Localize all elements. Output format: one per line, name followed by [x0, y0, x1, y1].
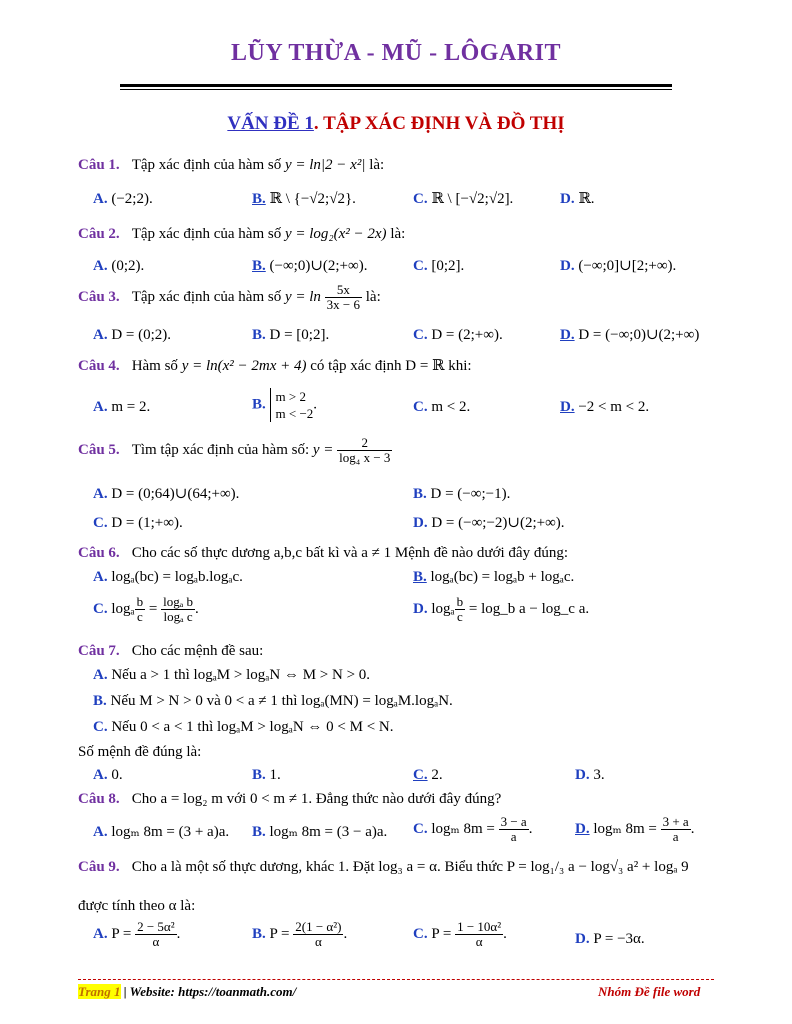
question-1: Câu 1. Tập xác định của hàm số y = ln|2 − x²| là:	[78, 157, 385, 173]
section-title: . TẬP XÁC ĐỊNH VÀ ĐỒ THỊ	[313, 113, 565, 134]
q1-option-b[interactable]: B. ℝ \ {−√2;√2}.	[252, 191, 356, 207]
q7-option-c[interactable]: C. 2.	[413, 767, 443, 783]
q5-option-d[interactable]: D. D = (−∞;−2)∪(2;+∞).	[413, 515, 565, 531]
q3-fraction: $\frac{5x}{3x - 6}$	[326, 282, 361, 312]
question-7: Câu 7. Cho các mệnh đề sau:	[78, 643, 264, 659]
q2-option-d[interactable]: D. (−∞;0]∪[2;+∞).	[560, 258, 677, 274]
q1-option-d[interactable]: D. ℝ.	[560, 191, 595, 207]
page-title: LŨY THỪA - MŨ - LÔGARIT	[231, 40, 561, 66]
q6-option-c[interactable]: C. logₐ $\frac{b}{c}$ = $\frac{\text{logₐ b}}{\text{logₐ c}}$ .	[93, 594, 199, 624]
title-rule-thick	[120, 84, 672, 87]
q8-option-c[interactable]: C. logₘ 8m = $\frac{3 - a}{a}$ .	[413, 814, 533, 844]
q7-option-b[interactable]: B. 1.	[252, 767, 281, 783]
q9-option-c[interactable]: C. P = $\frac{\text{1 − 10α²}}{\alpha}$ .	[413, 919, 507, 949]
q3-option-b[interactable]: B. D = [0;2].	[252, 327, 330, 343]
q2-option-b[interactable]: B. (−∞;0)∪(2;+∞).	[252, 258, 368, 274]
q5-option-a[interactable]: A. D = (0;64)∪(64;+∞).	[93, 486, 240, 502]
q7-prompt: Số mệnh đề đúng là:	[78, 744, 202, 760]
q2-option-c[interactable]: C. [0;2].	[413, 258, 465, 274]
q5-option-b[interactable]: B. D = (−∞;−1).	[413, 486, 511, 502]
question-8: Câu 8. Cho a = log₂ m với 0 < m ≠ 1. Đẳng thức nào dưới đây đúng?	[78, 791, 502, 807]
q5-fraction: $\frac{2}{\text{log₄ x − 3}}$	[339, 435, 391, 465]
footer-separator: |	[123, 984, 127, 999]
q6-option-a[interactable]: A. logₐ(bc) = logₐb.logₐc.	[93, 569, 243, 585]
q9-line2: được tính theo α là:	[78, 898, 196, 914]
q6-option-d[interactable]: D. logₐ $\frac{b}{c}$ = log_b a − log_c a.	[413, 594, 590, 624]
page-number: Trang 1	[78, 984, 121, 999]
q1-option-c[interactable]: C. ℝ \ [−√2;√2].	[413, 191, 514, 207]
q4-option-c[interactable]: C. m < 2.	[413, 399, 471, 415]
q8-option-b[interactable]: B. logₘ 8m = (3 − a)a.	[252, 824, 388, 840]
footer-group: Nhóm Đề file word	[598, 984, 701, 999]
footer-left	[78, 984, 296, 1000]
question-5: Câu 5. Tìm tập xác định của hàm số: y = $\frac{2}{\text{log₄ x − 3}}$	[78, 435, 391, 465]
q8-option-a[interactable]: A. logₘ 8m = (3 + a)a.	[93, 824, 230, 840]
q6-option-b[interactable]: B. logₐ(bc) = logₐb + logₐc.	[413, 569, 575, 585]
title-rule-thin	[120, 89, 672, 90]
q7-statement-c: C. Nếu 0 < a < 1 thì logₐM > logₐN ⇔ 0 < M < N.	[93, 719, 394, 735]
q7-option-a[interactable]: A. 0.	[93, 767, 123, 783]
q9-option-b[interactable]: B. P = $\frac{\text{2(1 − α²)}}{\alpha}$ .	[252, 919, 348, 949]
question-3: Câu 3. Tập xác định của hàm số y = ln $\frac{5x}{3x - 6}$ là:	[78, 282, 381, 312]
q4-option-a[interactable]: A. m = 2.	[93, 399, 151, 415]
website-link[interactable]: Website: https://toanmath.com/	[129, 984, 297, 999]
question-4: Câu 4. Hàm số y = ln(x² − 2mx + 4) có tập xác định D = ℝ khi:	[78, 358, 472, 374]
q9-option-d[interactable]: D. P = −3α.	[575, 931, 645, 947]
q7-statement-a: A. Nếu a > 1 thì logₐM > logₐN ⇔ M > N > 0.	[93, 667, 371, 683]
q4-option-b[interactable]: B. m > 2 m < −2 .	[252, 389, 318, 421]
q3-option-d[interactable]: D. D = (−∞;0)∪(2;+∞)	[560, 327, 700, 343]
q3-option-a[interactable]: A. D = (0;2).	[93, 327, 172, 343]
q4-bracket: m > 2 m < −2	[270, 388, 314, 422]
q8-option-d[interactable]: D. logₘ 8m = $\frac{3 + a}{a}$ .	[575, 814, 695, 844]
q1-option-a[interactable]: A. (−2;2).	[93, 191, 153, 207]
question-6: Câu 6. Cho các số thực dương a,b,c bất kì và a ≠ 1 Mệnh đề nào dưới đây đúng:	[78, 545, 568, 561]
section-label: VẤN ĐỀ 1	[227, 113, 314, 134]
q7-statement-b: B. Nếu M > N > 0 và 0 < a ≠ 1 thì logₐ(MN) = logₐM.logₐN.	[93, 693, 453, 709]
section-heading	[0, 113, 792, 135]
question-2: Câu 2. Tập xác định của hàm số y = log₂(x² − 2x) là:	[78, 226, 406, 242]
q3-option-c[interactable]: C. D = (2;+∞).	[413, 327, 503, 343]
q9-option-a[interactable]: A. P = $\frac{\text{2 − 5α²}}{\alpha}$ .	[93, 919, 181, 949]
q2-option-a[interactable]: A. (0;2).	[93, 258, 145, 274]
footer-divider	[78, 979, 714, 980]
question-9: Câu 9. Cho a là một số thực dương, khác 1. Đặt log₃ a = α. Biểu thức P = log₁/₃ a − log√₃ a² + logₐ 9	[78, 859, 689, 875]
q5-option-c[interactable]: C. D = (1;+∞).	[93, 515, 183, 531]
q4-option-d[interactable]: D. −2 < m < 2.	[560, 399, 650, 415]
q7-option-d[interactable]: D. 3.	[575, 767, 605, 783]
